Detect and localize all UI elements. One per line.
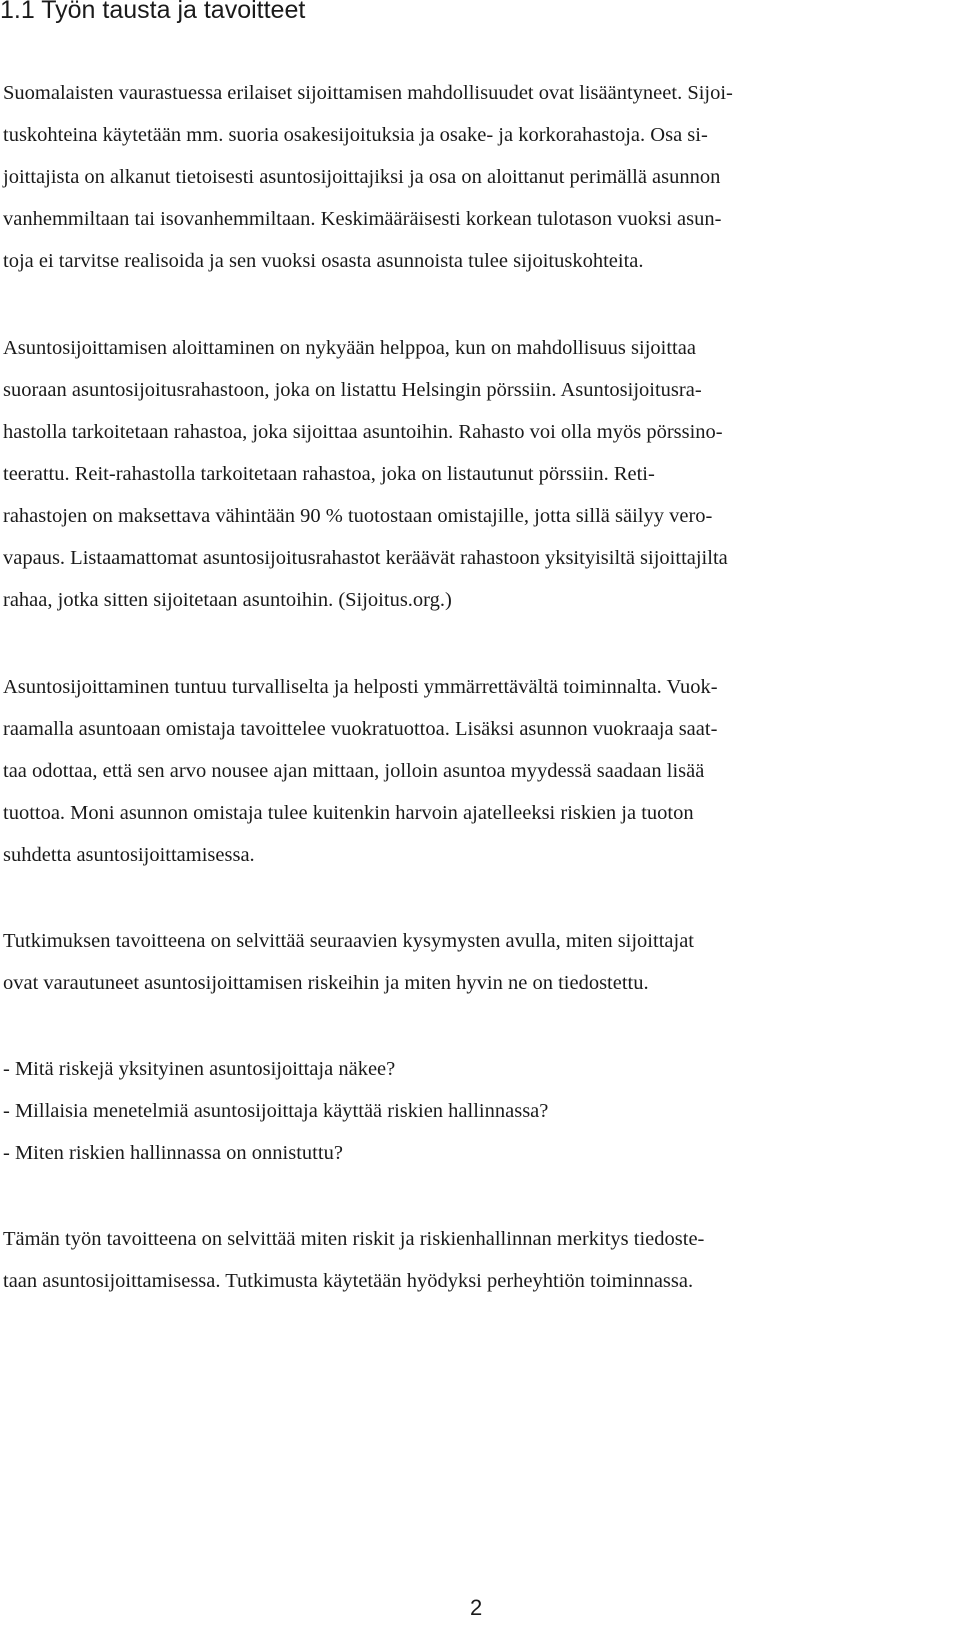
list-item: - Mitä riskejä yksityinen asuntosijoittaja näkee? xyxy=(3,1058,396,1080)
text-line: taan asuntosijoittamisessa. Tutkimusta käytetään hyödyksi perheyhtiön toiminnassa. xyxy=(3,1270,694,1292)
list-item: - Miten riskien hallinnassa on onnistuttu? xyxy=(3,1142,343,1164)
page-number: 2 xyxy=(470,1595,483,1620)
text-line: Suomalaisten vaurastuessa erilaiset sijoittamisen mahdollisuudet ovat lisääntyneet. Sijoi- xyxy=(3,82,733,104)
text-line: joittajista on alkanut tietoisesti asuntosijoittajiksi ja osa on aloittanut perimällä asunnon xyxy=(3,166,721,188)
text-line: tuskohteina käytetään mm. suoria osakesijoituksia ja osake- ja korkorahastoja. Osa si- xyxy=(3,124,708,146)
text-line: Tämän työn tavoitteena on selvittää miten riskit ja riskienhallinnan merkitys tiedoste- xyxy=(3,1228,705,1250)
list-item: - Millaisia menetelmiä asuntosijoittaja käyttää riskien hallinnassa? xyxy=(3,1100,549,1122)
text-line: rahastojen on maksettava vähintään 90 % tuotostaan omistajille, jotta sillä säilyy vero- xyxy=(3,505,713,527)
section-heading: 1.1 Työn tausta ja tavoitteet xyxy=(0,0,306,24)
text-line: vanhemmiltaan tai isovanhemmiltaan. Keskimääräisesti korkean tulotason vuoksi asun- xyxy=(3,208,722,230)
text-line: Asuntosijoittamisen aloittaminen on nykyään helppoa, kun on mahdollisuus sijoittaa xyxy=(3,337,696,359)
text-line: vapaus. Listaamattomat asuntosijoitusrahastot keräävät rahastoon yksityisiltä sijoittajilta xyxy=(3,547,728,569)
text-line: rahaa, jotka sitten sijoitetaan asuntoihin. (Sijoitus.org.) xyxy=(3,589,452,611)
text-line: teerattu. Reit-rahastolla tarkoitetaan rahastoa, joka on listautunut pörssiin. Reti- xyxy=(3,463,655,485)
text-line: raamalla asuntoaan omistaja tavoittelee vuokratuottoa. Lisäksi asunnon vuokraaja saat- xyxy=(3,718,718,740)
text-line: hastolla tarkoitetaan rahastoa, joka sijoittaa asuntoihin. Rahasto voi olla myös pörssino- xyxy=(3,421,723,443)
text-line: toja ei tarvitse realisoida ja sen vuoksi osasta asunnoista tulee sijoituskohteita. xyxy=(3,250,644,272)
text-line: suhdetta asuntosijoittamisessa. xyxy=(3,844,255,866)
text-line: Tutkimuksen tavoitteena on selvittää seuraavien kysymysten avulla, miten sijoittajat xyxy=(3,930,694,952)
text-line: suoraan asuntosijoitusrahastoon, joka on listattu Helsingin pörssiin. Asuntosijoitusra- xyxy=(3,379,702,401)
text-line: Asuntosijoittaminen tuntuu turvalliselta ja helposti ymmärrettävältä toiminnalta. Vuok- xyxy=(3,676,718,698)
text-line: tuottoa. Moni asunnon omistaja tulee kuitenkin harvoin ajatelleeksi riskien ja tuoton xyxy=(3,802,694,824)
text-line: ovat varautuneet asuntosijoittamisen riskeihin ja miten hyvin ne on tiedostettu. xyxy=(3,972,649,994)
text-line: taa odottaa, että sen arvo nousee ajan mittaan, jolloin asuntoa myydessä saadaan lisää xyxy=(3,760,705,782)
